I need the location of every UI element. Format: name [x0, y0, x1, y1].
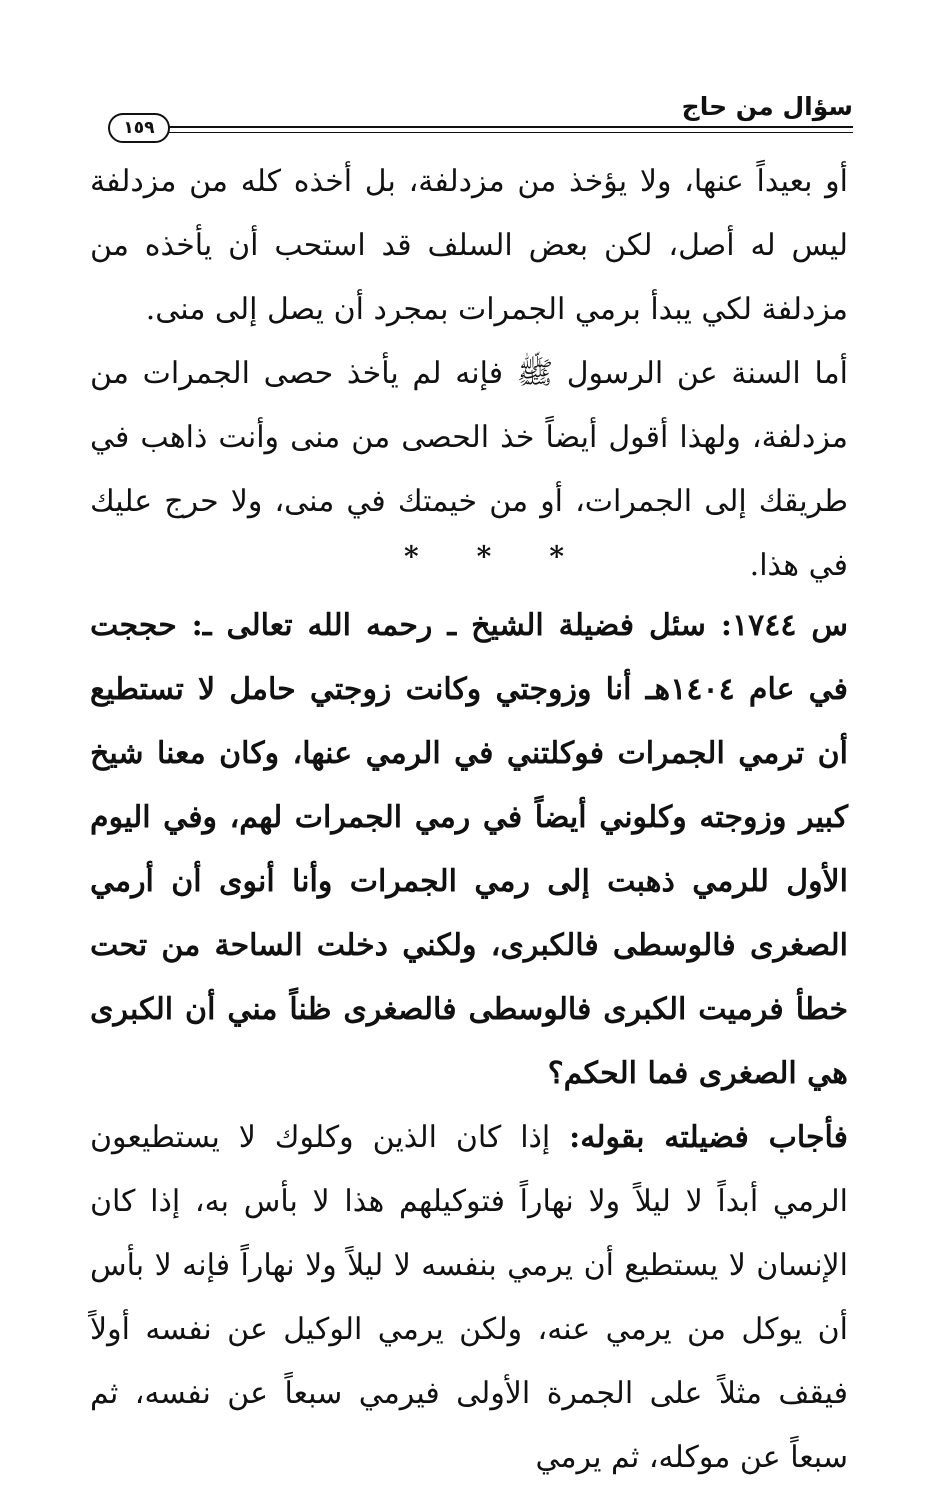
page-header [108, 86, 853, 146]
main-text [90, 150, 848, 598]
answer-label: فأجاب فضيلته بقوله: [569, 1120, 848, 1155]
section-separator [404, 534, 564, 580]
question-paragraph [90, 594, 848, 1106]
answer-paragraph [90, 1106, 848, 1490]
paragraph-2: أما السنة عن الرسول ﷺ فإنه لم يأخذ حصى الجمرات من مزدلفة، ولهذا أقول أيضاً خذ الحصى من منى وأنت ذاهب في طريقك إلى الجمرات، أو من خيمتك في منى، ولا حرج عليك في هذا. [90, 356, 848, 583]
separator-star: * [549, 540, 564, 573]
running-title: سؤال من حاج [681, 92, 853, 121]
question-label: س ١٧٤٤: [720, 608, 848, 643]
answer-text: إذا كان الذين وكلوك لا يستطيعون الرمي أبداً لا ليلاً ولا نهاراً فتوكيلهم هذا لا بأس به، إذا كان الإنسان لا يستطيع أن يرمي بنفسه لا ليلاً ولا نهاراً فإنه لا بأس أن يوكل من يرمي عنه، ولكن يرمي الوكيل عن نفسه أولاً فيقف مثلاً على الجمرة الأولى فيرمي سبعاً عن نفسه، ثم سبعاً عن موكله، ثم يرمي [90, 1120, 848, 1475]
separator-star: * [404, 540, 419, 573]
paragraph-1: أو بعيداً عنها، ولا يؤخذ من مزدلفة، بل أخذه كله من مزدلفة ليس له أصل، لكن بعض السلف قد استحب أن يأخذه من مزدلفة لكي يبدأ برمي الجمرات بمجرد أن يصل إلى منى. [90, 164, 848, 327]
question-answer [90, 594, 848, 1490]
question-text: سئل فضيلة الشيخ ـ رحمه الله تعالى ـ: حججت في عام ١٤٠٤هـ أنا وزوجتي وكانت زوجتي حامل لا تستطيع أن ترمي الجمرات فوكلتني في الرمي عنها، وكان معنا شيخ كبير وزوجته وكلوني أيضاً في رمي الجمرات لهم، وفي اليوم الأول للرمي ذهبت إلى رمي الجمرات وأنا أنوى أن أرمي الصغرى فالوسطى فالكبرى، ولكني دخلت الساحة من تحت خطأ فرميت الكبرى فالوسطى فالصغرى ظناً مني أن الكبرى هي الصغرى فما الحكم؟ [90, 608, 848, 1091]
separator-star: * [476, 540, 492, 573]
header-rule [162, 126, 853, 133]
page-number: ١٥٩ [108, 113, 170, 143]
